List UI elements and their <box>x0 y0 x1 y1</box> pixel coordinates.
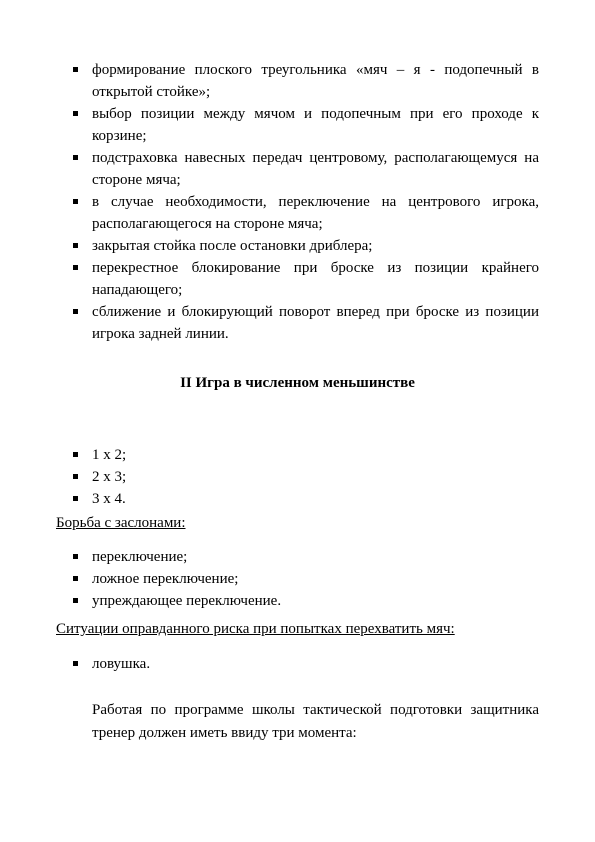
square-bullet-icon <box>73 661 78 666</box>
list-item <box>0 191 595 235</box>
square-bullet-icon <box>73 309 78 314</box>
list-item <box>0 653 595 675</box>
list-item <box>0 546 595 568</box>
list-item-text: в случае необходимости, переключение на центрового игрока, располагающегося на стороне мяча; <box>92 194 539 232</box>
list-item-text: 2 х 3; <box>92 469 127 485</box>
list-item-text: формирование плоского треугольника «мяч – я - подопечный в открытой стойке»; <box>92 62 539 100</box>
square-bullet-icon <box>73 554 78 559</box>
list-item-text: выбор позиции между мячом и подопечным при его проходе к корзине; <box>92 106 539 144</box>
list-item-text: 1 х 2; <box>92 447 127 463</box>
list-item <box>0 235 595 257</box>
list-item-text: сближение и блокирующий поворот вперед при броске из позиции игрока задней линии. <box>92 304 539 342</box>
body-paragraph: Работая по программе школы тактической подготовки защитника тренер должен иметь ввиду три момента: <box>92 702 539 741</box>
list-item-text: подстраховка навесных передач центровому, располагающемуся на стороне мяча; <box>92 150 539 188</box>
list-item-text: переключение; <box>92 549 188 565</box>
square-bullet-icon <box>73 474 78 479</box>
square-bullet-icon <box>73 452 78 457</box>
square-bullet-icon <box>73 496 78 501</box>
list-item <box>0 444 595 466</box>
square-bullet-icon <box>73 199 78 204</box>
square-bullet-icon <box>73 111 78 116</box>
square-bullet-icon <box>73 67 78 72</box>
list-item-text: закрытая стойка после остановки дриблера; <box>92 238 373 254</box>
list-item-text: ловушка. <box>92 656 151 672</box>
list-item <box>0 257 595 301</box>
list-item <box>0 568 595 590</box>
square-bullet-icon <box>73 243 78 248</box>
list-item-text: упреждающее переключение. <box>92 593 282 609</box>
list-item <box>0 488 595 510</box>
square-bullet-icon <box>73 265 78 270</box>
list-item-text: 3 х 4. <box>92 491 126 507</box>
square-bullet-icon <box>73 155 78 160</box>
defense-principles-list <box>0 59 595 345</box>
risk-subheading: Ситуации оправданного риска при попытках перехватить мяч: <box>56 621 455 637</box>
screens-list <box>0 546 595 612</box>
list-item <box>0 590 595 612</box>
screens-subheading: Борьба с заслонами: <box>56 515 186 531</box>
list-item <box>0 103 595 147</box>
numbers-list <box>0 444 595 510</box>
list-item <box>0 466 595 488</box>
list-item <box>0 59 595 103</box>
section-heading: II Игра в численном меньшинстве <box>180 375 415 391</box>
list-item <box>0 147 595 191</box>
list-item-text: перекрестное блокирование при броске из позиции крайнего нападающего; <box>92 260 539 298</box>
square-bullet-icon <box>73 598 78 603</box>
list-item-text: ложное переключение; <box>92 571 239 587</box>
square-bullet-icon <box>73 576 78 581</box>
list-item <box>0 301 595 345</box>
risk-list <box>0 653 595 675</box>
